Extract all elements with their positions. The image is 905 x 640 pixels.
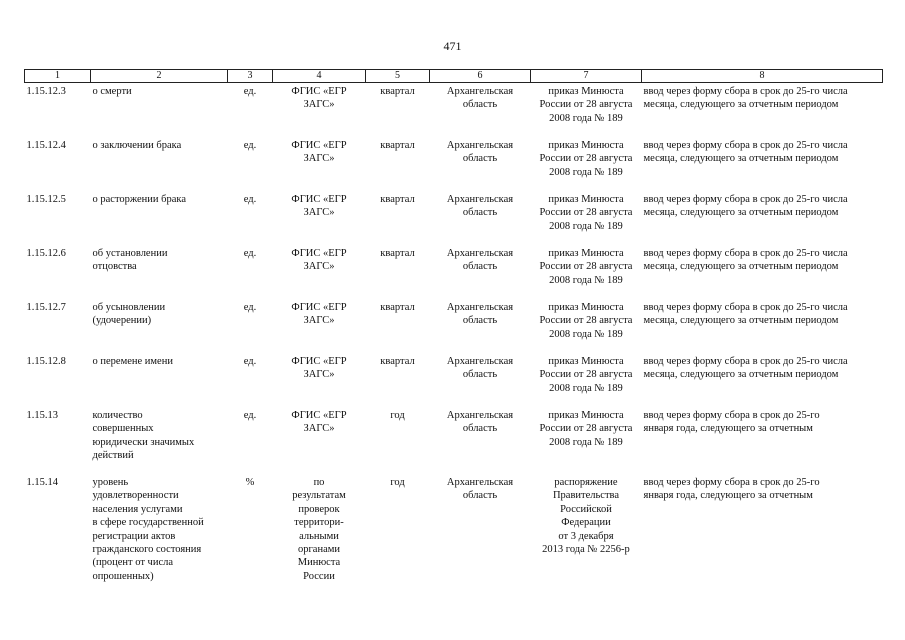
- source-cell: ФГИС «ЕГР ЗАГС»: [291, 194, 347, 219]
- period-cell: квартал: [380, 140, 415, 151]
- indicator-code: 1.15.12.5: [26, 194, 66, 205]
- unit-cell: ед.: [243, 302, 257, 313]
- input-method-cell: ввод через форму сбора в срок до 25-го числа месяца, следующего за отчетным периодом: [643, 248, 848, 273]
- unit-cell: ед.: [243, 410, 257, 421]
- indicator-name: об усыновлении (удочерении): [92, 302, 166, 327]
- region-cell: Архангельская область: [446, 356, 514, 381]
- indicator-code: 1.15.12.8: [26, 356, 66, 367]
- indicator-code: 1.15.13: [26, 410, 58, 421]
- source-cell: по результатам проверок территори- альными органами Минюста России: [292, 477, 346, 582]
- region-cell: Архангельская область: [446, 248, 514, 273]
- region-cell: Архангельская область: [446, 410, 514, 435]
- column-number-header: 4: [273, 70, 366, 83]
- column-number-header: 8: [642, 70, 883, 83]
- indicator-name: о перемене имени: [92, 356, 173, 367]
- legal-basis-cell: приказ Минюста России от 28 августа 2008 года № 189: [539, 356, 633, 394]
- column-number-header: 1: [25, 70, 91, 83]
- column-number-row: [25, 70, 883, 83]
- unit-cell: ед.: [243, 140, 257, 151]
- period-cell: квартал: [380, 302, 415, 313]
- indicator-name: о расторжении брака: [92, 194, 187, 205]
- input-method-cell: ввод через форму сбора в срок до 25-го января года, следующего за отчетным: [643, 410, 820, 435]
- period-cell: год: [390, 477, 405, 488]
- indicator-code: 1.15.12.7: [26, 302, 66, 313]
- input-method-cell: ввод через форму сбора в срок до 25-го числа месяца, следующего за отчетным периодом: [643, 194, 848, 219]
- table-row: [25, 83, 883, 140]
- period-cell: квартал: [380, 356, 415, 367]
- column-number-header: 3: [228, 70, 273, 83]
- unit-cell: %: [245, 477, 255, 488]
- page-number: 471: [443, 39, 462, 53]
- column-number-header: 7: [531, 70, 642, 83]
- input-method-cell: ввод через форму сбора в срок до 25-го числа месяца, следующего за отчетным периодом: [643, 86, 848, 111]
- table-row: [25, 139, 883, 193]
- region-cell: Архангельская область: [446, 477, 514, 502]
- table-row: [25, 301, 883, 355]
- indicator-name: количество совершенных юридически значимых действий: [92, 410, 195, 462]
- unit-cell: ед.: [243, 248, 257, 259]
- table-row: [25, 247, 883, 301]
- input-method-cell: ввод через форму сбора в срок до 25-го января года, следующего за отчетным: [643, 477, 820, 502]
- period-cell: квартал: [380, 248, 415, 259]
- input-method-cell: ввод через форму сбора в срок до 25-го числа месяца, следующего за отчетным периодом: [643, 140, 848, 165]
- indicator-name: об установлении отцовства: [92, 248, 168, 273]
- legal-basis-cell: приказ Минюста России от 28 августа 2008 года № 189: [539, 140, 633, 178]
- period-cell: квартал: [380, 194, 415, 205]
- table-row: [25, 193, 883, 247]
- source-cell: ФГИС «ЕГР ЗАГС»: [291, 356, 347, 381]
- region-cell: Архангельская область: [446, 140, 514, 165]
- region-cell: Архангельская область: [446, 302, 514, 327]
- indicator-code: 1.15.12.6: [26, 248, 66, 259]
- indicator-code: 1.15.12.4: [26, 140, 66, 151]
- table-row: [25, 476, 883, 596]
- legal-basis-cell: приказ Минюста России от 28 августа 2008 года № 189: [539, 248, 633, 286]
- indicator-name: о смерти: [92, 86, 132, 97]
- region-cell: Архангельская область: [446, 194, 514, 219]
- table-row: [25, 409, 883, 476]
- legal-basis-cell: приказ Минюста России от 28 августа 2008 года № 189: [539, 86, 633, 124]
- legal-basis-cell: приказ Минюста России от 28 августа 2008 года № 189: [539, 302, 633, 340]
- indicator-code: 1.15.12.3: [26, 86, 66, 97]
- unit-cell: ед.: [243, 86, 257, 97]
- period-cell: год: [390, 410, 405, 421]
- indicators-table: [24, 69, 883, 596]
- unit-cell: ед.: [243, 356, 257, 367]
- column-number-header: 5: [366, 70, 430, 83]
- source-cell: ФГИС «ЕГР ЗАГС»: [291, 302, 347, 327]
- indicator-name: о заключении брака: [92, 140, 182, 151]
- table-row: [25, 355, 883, 409]
- region-cell: Архангельская область: [446, 86, 514, 111]
- indicator-name: уровень удовлетворенности населения услугами в сфере государственной регистрации актов гражданского состояния (процент от числа опрошенных): [92, 477, 204, 582]
- period-cell: квартал: [380, 86, 415, 97]
- input-method-cell: ввод через форму сбора в срок до 25-го числа месяца, следующего за отчетным периодом: [643, 302, 848, 327]
- legal-basis-cell: распоряжение Правительства Российской Федерации от 3 декабря 2013 года № 2256-р: [542, 477, 630, 556]
- source-cell: ФГИС «ЕГР ЗАГС»: [291, 86, 347, 111]
- input-method-cell: ввод через форму сбора в срок до 25-го числа месяца, следующего за отчетным периодом: [643, 356, 848, 381]
- indicator-code: 1.15.14: [26, 477, 58, 488]
- column-number-header: 6: [430, 70, 531, 83]
- unit-cell: ед.: [243, 194, 257, 205]
- column-number-header: 2: [91, 70, 228, 83]
- source-cell: ФГИС «ЕГР ЗАГС»: [291, 410, 347, 435]
- legal-basis-cell: приказ Минюста России от 28 августа 2008 года № 189: [539, 194, 633, 232]
- legal-basis-cell: приказ Минюста России от 28 августа 2008 года № 189: [539, 410, 633, 448]
- source-cell: ФГИС «ЕГР ЗАГС»: [291, 140, 347, 165]
- source-cell: ФГИС «ЕГР ЗАГС»: [291, 248, 347, 273]
